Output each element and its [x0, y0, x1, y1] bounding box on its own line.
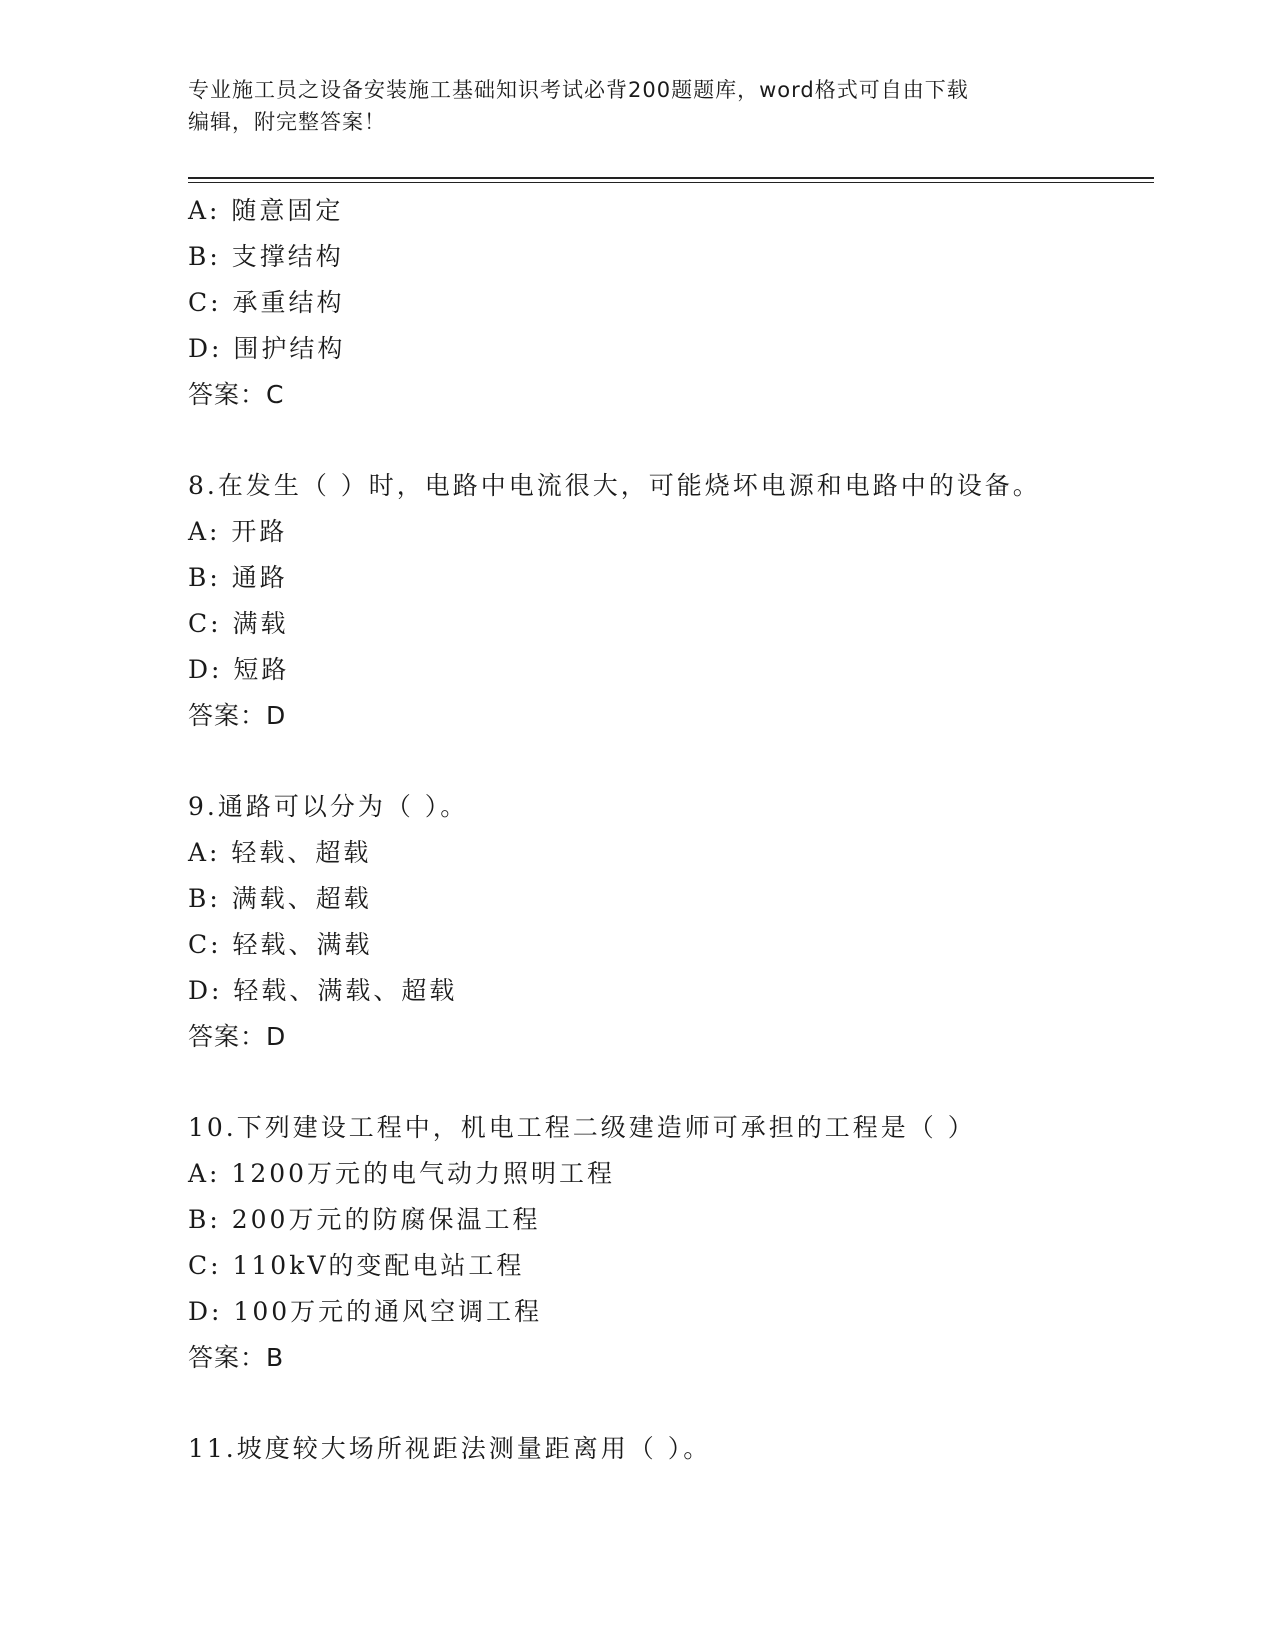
answer-line: 答案：D [188, 701, 287, 730]
option-d: D: 轻载、满载、超载 [188, 976, 458, 1005]
option-a: A: 1200万元的电气动力照明工程 [188, 1159, 616, 1188]
document-header [188, 74, 1088, 138]
header-title-line-2: 编辑，附完整答案！ [188, 110, 386, 134]
question-stem: 8.在发生（ ）时，电路中电流很大，可能烧坏电源和电路中的设备。 [188, 471, 1041, 500]
question-8 [188, 463, 1154, 739]
header-divider-thick [188, 177, 1154, 179]
option-c: C: 轻载、满载 [188, 930, 373, 959]
option-a: A: 轻载、超载 [188, 838, 372, 867]
question-10 [188, 1105, 1154, 1381]
option-a: A: 随意固定 [188, 196, 344, 225]
option-b: B: 通路 [188, 563, 288, 592]
header-divider-thin [188, 182, 1154, 183]
option-d: D: 围护结构 [188, 334, 346, 363]
option-b: B: 200万元的防腐保温工程 [188, 1205, 541, 1234]
answer-line: 答案：D [188, 1022, 287, 1051]
question-stem: 10.下列建设工程中，机电工程二级建造师可承担的工程是（ ） [188, 1113, 976, 1142]
option-b: B: 支撑结构 [188, 242, 344, 271]
question-7 [188, 188, 1154, 418]
spacer [188, 418, 1154, 463]
header-title-line-1: 专业施工员之设备安装施工基础知识考试必背200题题库，word格式可自由下载 [188, 78, 969, 102]
spacer [188, 1381, 1154, 1426]
option-c: C: 110kV的变配电站工程 [188, 1251, 525, 1280]
question-list [188, 188, 1154, 1472]
option-a: A: 开路 [188, 517, 288, 546]
question-stem: 9.通路可以分为（ ）。 [188, 792, 469, 821]
option-d: D: 100万元的通风空调工程 [188, 1297, 543, 1326]
question-9 [188, 784, 1154, 1060]
option-c: C: 满载 [188, 609, 289, 638]
question-stem: 11.坡度较大场所视距法测量距离用（ ）。 [188, 1434, 712, 1463]
spacer [188, 739, 1154, 784]
question-11 [188, 1426, 1154, 1472]
option-c: C: 承重结构 [188, 288, 345, 317]
option-b: B: 满载、超载 [188, 884, 372, 913]
spacer [188, 1060, 1154, 1105]
answer-line: 答案：B [188, 1343, 285, 1372]
option-d: D: 短路 [188, 655, 290, 684]
answer-line: 答案：C [188, 380, 285, 409]
